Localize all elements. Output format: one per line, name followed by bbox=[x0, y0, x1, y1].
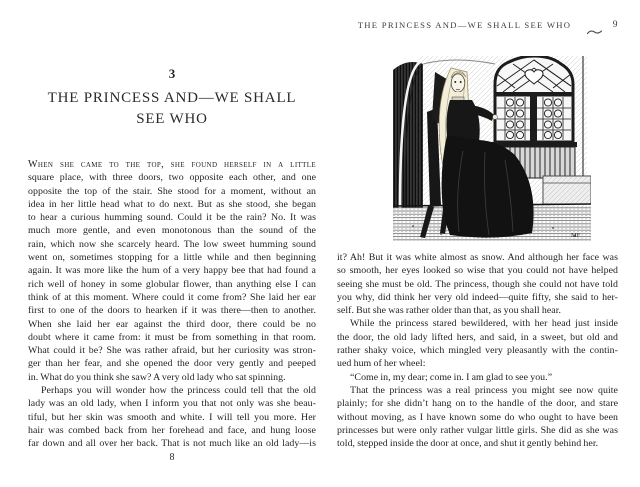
text-line: tiful, but her skin was smooth and white. I will tell you more. Her bbox=[28, 411, 316, 423]
text-line: plainly; for she didn’t hang on to the handle of the door, and stare bbox=[337, 398, 618, 410]
text-line: While the princess stared bewildered, with her head just inside bbox=[350, 318, 618, 330]
left-page-number: 8 bbox=[169, 452, 175, 463]
right-page-body bbox=[337, 251, 618, 450]
text-line: in. What do you think she saw? A very old lady who sat spinning. bbox=[28, 371, 286, 383]
text-line: rain, which now she scarcely heard. The low sweet humming sound bbox=[28, 238, 316, 250]
text-line: the door, the old lady lifted hers, and said, in a sweet, but old and bbox=[337, 331, 618, 343]
text-line: so smooth, her eyes looked so wise that you could not have helped bbox=[337, 265, 618, 277]
text-line: rich well of honey in some globular flower, than anything else I can bbox=[28, 278, 316, 290]
paragraph bbox=[337, 384, 618, 450]
paragraph bbox=[28, 158, 316, 384]
text-line: When she came to the top, she found herself in a little bbox=[28, 159, 316, 170]
left-page-body bbox=[28, 158, 316, 451]
text-line: self. But she was rather older than that, as you shall hear. bbox=[337, 305, 562, 317]
text-line: square place, with three doors, two opposite each other, and one bbox=[28, 172, 316, 184]
swash-tilde-icon bbox=[587, 23, 602, 30]
text-line: first to one of the doors to hearken if it was there—then to another. bbox=[28, 305, 316, 317]
text-line: think of at this moment. Where could it come from? She laid her ear bbox=[28, 291, 316, 303]
text-line: ued hum of her wheel: bbox=[337, 358, 426, 370]
chapter-title-line1: THE PRINCESS AND—WE SHALL bbox=[47, 90, 297, 106]
text-line: went on, sometimes stopping for a little while and then beginning bbox=[28, 252, 316, 264]
text-line: you why, did think her very old indeed—quite fifty, she said to her- bbox=[337, 291, 618, 303]
right-page-number: 9 bbox=[612, 20, 618, 30]
text-line: doubt where it came from: it must be from something in that room. bbox=[28, 331, 316, 343]
text-line: to hear a curious humming sound. Could it be the rain? No. It was bbox=[28, 212, 316, 224]
text-line: princesses but were only rather vulgar little girls. She did as she was bbox=[337, 424, 618, 436]
text-line: rather shaky voice, which mingled very pleasantly with the contin- bbox=[337, 345, 618, 357]
text-line: Perhaps you will wonder how the princess could tell that the old bbox=[41, 385, 316, 397]
text-line: That the princess was a real princess you might see now quite bbox=[350, 384, 618, 396]
text-line: seeing she must be old. The princess, though she could not have told bbox=[337, 278, 618, 290]
chapter-title-line2: SEE WHO bbox=[136, 111, 208, 127]
text-line: When she laid her ear against the third door, there could be no bbox=[28, 318, 316, 330]
text-line: it? Ah! But it was white almost as snow. And although her face was bbox=[337, 252, 618, 263]
paragraph bbox=[337, 251, 618, 317]
text-line: far down and all over her back. That is not much like an old lady—is bbox=[28, 438, 316, 450]
artist-monogram: MF bbox=[571, 232, 581, 239]
text-line: told, stepped inside the door at once, and shut it gently behind her. bbox=[337, 438, 599, 450]
text-line: much more gentle, and even monotonous than the sound of the bbox=[28, 225, 316, 237]
text-line: “Come in, my dear; come in. I am glad to see you.” bbox=[350, 371, 553, 383]
running-head bbox=[337, 20, 618, 34]
paragraph bbox=[337, 317, 618, 370]
text-line: hair was combed back from her forehead and face, and hung loose bbox=[28, 424, 316, 436]
text-line: opposite the top of the stair. She stood for a moment, without an bbox=[28, 185, 316, 197]
text-line: without moving, as I have known some do who ought to have been bbox=[337, 411, 618, 423]
text-line: idea in her little head what to do next. But as she stood, she began bbox=[28, 198, 316, 210]
text-line: again. It was more like the hum of a very happy bee that had found a bbox=[28, 265, 316, 277]
text-line: lady was an old lady, when I inform you that not only was she beau- bbox=[28, 398, 316, 410]
chapter-number: 3 bbox=[168, 66, 176, 81]
text-line: What could it be? She was rather afraid, but her curiosity was stron- bbox=[28, 345, 316, 357]
running-head-title: THE PRINCESS AND—WE SHALL SEE WHO bbox=[357, 20, 572, 30]
paragraph bbox=[28, 384, 316, 450]
spinning-lady-illustration bbox=[393, 56, 591, 241]
chapter-title bbox=[28, 88, 316, 130]
text-line: ger than her fear, and she opened the door very gently and peeped bbox=[28, 358, 316, 370]
paragraph bbox=[337, 371, 618, 384]
